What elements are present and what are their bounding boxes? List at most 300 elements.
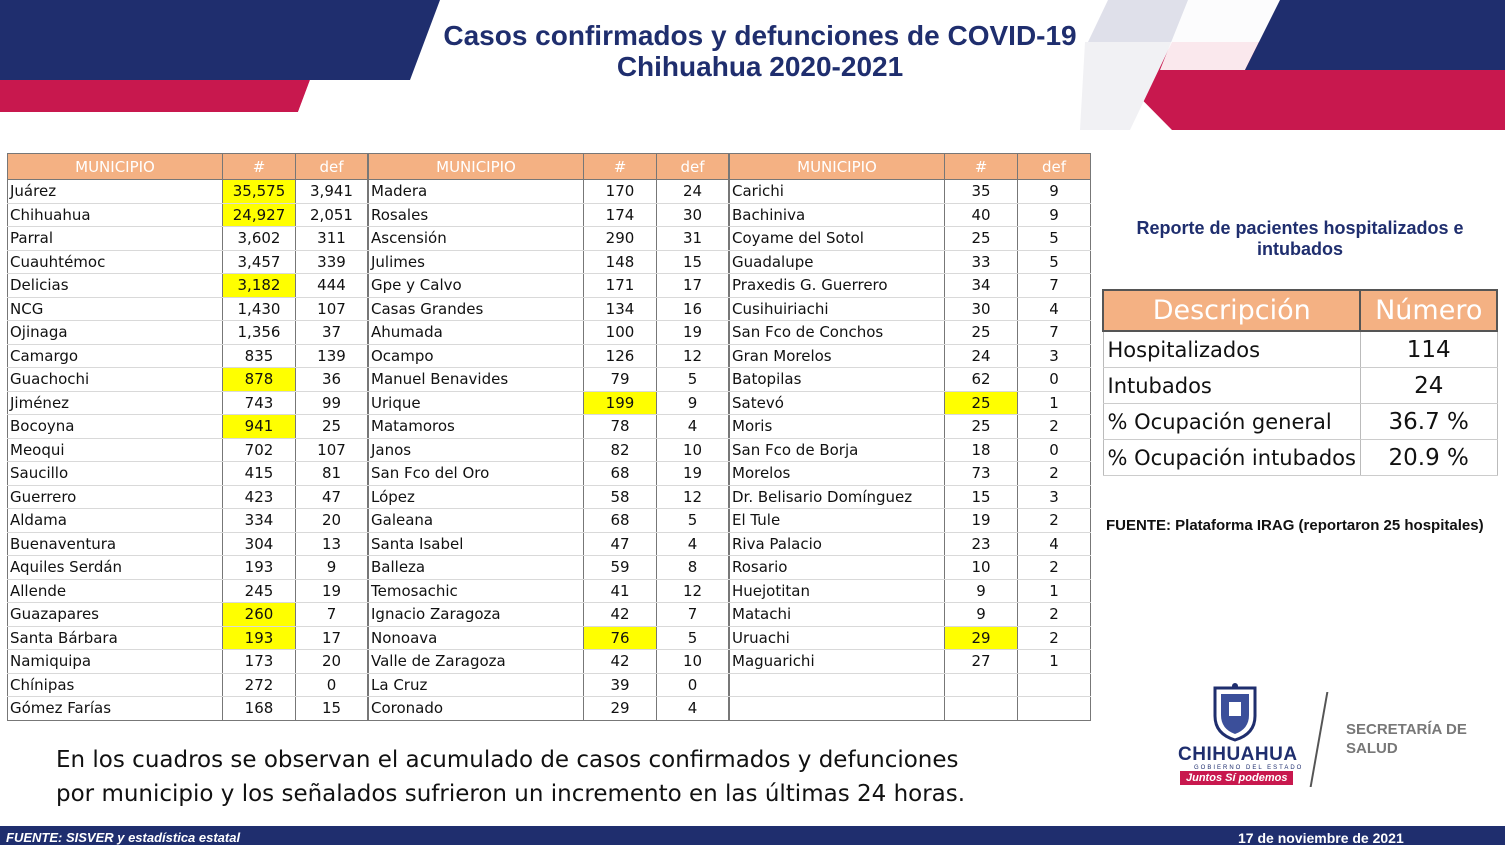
deaths-cell: 0 — [1018, 368, 1091, 392]
deaths-cell: 15 — [657, 250, 729, 274]
deaths-cell: 10 — [657, 438, 729, 462]
municipio-cell: Santa Isabel — [369, 532, 584, 556]
table-row — [369, 368, 729, 392]
municipio-cell: San Fco de Borja — [730, 438, 945, 462]
municipio-cell: López — [369, 485, 584, 509]
municipio-cell: La Cruz — [369, 673, 584, 697]
cases-cell: 245 — [223, 579, 296, 603]
municipio-cell: Ascensión — [369, 227, 584, 251]
report-value: 24 — [1360, 368, 1497, 404]
cases-cell: 173 — [223, 650, 296, 674]
cases-cell: 878 — [223, 368, 296, 392]
header-deaths: def — [657, 154, 729, 180]
table-row — [8, 462, 368, 486]
header-cases: # — [945, 154, 1018, 180]
municipio-cell: Uruachi — [730, 626, 945, 650]
table-row — [1103, 440, 1497, 476]
report-value: 36.7 % — [1360, 404, 1497, 440]
page-title-line2: Chihuahua 2020-2021 — [616, 51, 904, 82]
cases-cell: 193 — [223, 626, 296, 650]
municipio-cell: Matamoros — [369, 415, 584, 439]
table-row — [369, 250, 729, 274]
municipio-cell: Ocampo — [369, 344, 584, 368]
cases-cell: 290 — [584, 227, 657, 251]
municipio-table-1 — [7, 153, 368, 721]
deaths-cell: 0 — [657, 673, 729, 697]
table-row — [730, 180, 1091, 204]
cases-cell: 168 — [223, 697, 296, 721]
report-value: 20.9 % — [1360, 440, 1497, 476]
cases-cell: 423 — [223, 485, 296, 509]
table-row — [730, 509, 1091, 533]
municipio-cell: Chínipas — [8, 673, 223, 697]
municipio-cell: Guerrero — [8, 485, 223, 509]
cases-cell: 76 — [584, 626, 657, 650]
table-row — [730, 603, 1091, 627]
report-label: Intubados — [1103, 368, 1360, 404]
cases-cell: 42 — [584, 603, 657, 627]
deaths-cell: 12 — [657, 579, 729, 603]
report-label: % Ocupación general — [1103, 404, 1360, 440]
municipio-cell: Allende — [8, 579, 223, 603]
cases-cell: 47 — [584, 532, 657, 556]
municipio-cell: Guazapares — [8, 603, 223, 627]
municipio-cell: El Tule — [730, 509, 945, 533]
municipio-cell: Camargo — [8, 344, 223, 368]
footer-date: 17 de noviembre de 2021 — [1238, 830, 1404, 846]
cases-cell: 9 — [945, 603, 1018, 627]
cases-cell: 415 — [223, 462, 296, 486]
cases-cell: 19 — [945, 509, 1018, 533]
table-row — [730, 532, 1091, 556]
secretaria-line2: SALUD — [1346, 740, 1398, 757]
table-row — [8, 650, 368, 674]
cases-cell: 9 — [945, 579, 1018, 603]
table-row — [8, 556, 368, 580]
table-row — [8, 485, 368, 509]
table-row — [730, 321, 1091, 345]
header-deaths: def — [1018, 154, 1091, 180]
page-title-line1: Casos confirmados y defunciones de COVID-19 — [443, 20, 1077, 51]
municipio-cell: Carichi — [730, 180, 945, 204]
table-row — [8, 321, 368, 345]
deaths-cell: 2 — [1018, 626, 1091, 650]
state-seal-icon — [1210, 682, 1260, 742]
municipio-cell: Cusihuiriachi — [730, 297, 945, 321]
report-title-line2: intubados — [1257, 239, 1343, 259]
cases-cell: 35,575 — [223, 180, 296, 204]
deaths-cell: 4 — [657, 697, 729, 721]
table-row — [730, 368, 1091, 392]
cases-cell — [945, 673, 1018, 697]
municipio-cell: San Fco del Oro — [369, 462, 584, 486]
cases-cell: 193 — [223, 556, 296, 580]
table-row — [730, 344, 1091, 368]
deaths-cell: 99 — [296, 391, 368, 415]
deaths-cell: 24 — [657, 180, 729, 204]
table-row — [8, 603, 368, 627]
deaths-cell: 1 — [1018, 579, 1091, 603]
report-title — [1110, 218, 1490, 260]
cases-cell: 3,457 — [223, 250, 296, 274]
municipio-cell: Rosales — [369, 203, 584, 227]
deaths-cell: 3 — [1018, 485, 1091, 509]
deaths-cell: 47 — [296, 485, 368, 509]
deaths-cell: 17 — [657, 274, 729, 298]
deaths-cell: 444 — [296, 274, 368, 298]
deaths-cell: 9 — [296, 556, 368, 580]
municipio-cell: Galeana — [369, 509, 584, 533]
table-row — [8, 203, 368, 227]
table-row — [730, 556, 1091, 580]
deaths-cell: 37 — [296, 321, 368, 345]
deaths-cell: 339 — [296, 250, 368, 274]
footer-source: FUENTE: SISVER y estadística estatal — [6, 830, 241, 845]
deaths-cell: 8 — [657, 556, 729, 580]
cases-cell: 334 — [223, 509, 296, 533]
deaths-cell: 4 — [657, 415, 729, 439]
municipio-cell: Casas Grandes — [369, 297, 584, 321]
cases-cell: 835 — [223, 344, 296, 368]
government-logo — [1170, 680, 1490, 800]
municipio-cell: Riva Palacio — [730, 532, 945, 556]
municipio-cell: San Fco de Conchos — [730, 321, 945, 345]
municipio-cell: Jiménez — [8, 391, 223, 415]
cases-cell: 79 — [584, 368, 657, 392]
deaths-cell: 19 — [657, 462, 729, 486]
table-row — [730, 650, 1091, 674]
deaths-cell: 15 — [296, 697, 368, 721]
deaths-cell: 0 — [296, 673, 368, 697]
municipio-cell: Batopilas — [730, 368, 945, 392]
cases-cell: 1,356 — [223, 321, 296, 345]
table-row — [369, 509, 729, 533]
cases-cell: 304 — [223, 532, 296, 556]
table-row — [730, 391, 1091, 415]
table-row — [1103, 368, 1497, 404]
cases-cell: 35 — [945, 180, 1018, 204]
deaths-cell: 107 — [296, 438, 368, 462]
deaths-cell: 4 — [1018, 532, 1091, 556]
table-row — [730, 203, 1091, 227]
table-row — [730, 697, 1091, 721]
cases-cell: 174 — [584, 203, 657, 227]
table-row — [369, 626, 729, 650]
header-cases: # — [584, 154, 657, 180]
table-row — [8, 579, 368, 603]
table-row — [8, 344, 368, 368]
deaths-cell — [1018, 697, 1091, 721]
table-row — [730, 485, 1091, 509]
deaths-cell — [1018, 673, 1091, 697]
deaths-cell: 2 — [1018, 462, 1091, 486]
cases-cell: 743 — [223, 391, 296, 415]
report-label: % Ocupación intubados — [1103, 440, 1360, 476]
municipio-cell: NCG — [8, 297, 223, 321]
municipio-cell: Buenaventura — [8, 532, 223, 556]
table-row — [8, 697, 368, 721]
cases-cell: 33 — [945, 250, 1018, 274]
municipio-cell: Guachochi — [8, 368, 223, 392]
cases-cell: 29 — [945, 626, 1018, 650]
cases-cell: 171 — [584, 274, 657, 298]
deaths-cell: 5 — [657, 368, 729, 392]
table-row — [8, 626, 368, 650]
deaths-cell: 1 — [1018, 650, 1091, 674]
header-deaths: def — [296, 154, 368, 180]
deaths-cell: 7 — [1018, 321, 1091, 345]
municipio-cell: Rosario — [730, 556, 945, 580]
municipio-cell: Parral — [8, 227, 223, 251]
header-numero: Número — [1360, 290, 1497, 331]
note-line1: En los cuadros se observan el acumulado de casos confirmados y defunciones — [56, 747, 959, 773]
secretaria-line1: SECRETARÍA DE — [1346, 721, 1467, 738]
header-municipio: MUNICIPIO — [8, 154, 223, 180]
cases-cell: 148 — [584, 250, 657, 274]
deaths-cell: 139 — [296, 344, 368, 368]
municipio-table-3 — [729, 153, 1091, 721]
cases-cell: 10 — [945, 556, 1018, 580]
table-row — [369, 485, 729, 509]
deaths-cell: 17 — [296, 626, 368, 650]
municipio-cell: Nonoava — [369, 626, 584, 650]
table-row — [730, 274, 1091, 298]
table-row — [369, 650, 729, 674]
table-row — [730, 297, 1091, 321]
cases-cell: 941 — [223, 415, 296, 439]
municipio-cell: Moris — [730, 415, 945, 439]
report-source: FUENTE: Plataforma IRAG (reportaron 25 hospitales) — [1106, 517, 1484, 534]
deaths-cell: 5 — [1018, 250, 1091, 274]
cases-cell: 1,430 — [223, 297, 296, 321]
table-row — [1103, 331, 1497, 368]
deaths-cell: 4 — [657, 532, 729, 556]
table-row — [8, 532, 368, 556]
table-row — [8, 673, 368, 697]
deaths-cell: 1 — [1018, 391, 1091, 415]
header-municipio: MUNICIPIO — [369, 154, 584, 180]
deaths-cell: 2 — [1018, 603, 1091, 627]
deaths-cell: 10 — [657, 650, 729, 674]
table-row — [1103, 404, 1497, 440]
municipio-cell: Ignacio Zaragoza — [369, 603, 584, 627]
municipio-cell: Huejotitan — [730, 579, 945, 603]
cases-cell: 58 — [584, 485, 657, 509]
municipio-cell: Bocoyna — [8, 415, 223, 439]
gobierno-wordmark: GOBIERNO DEL ESTADO — [1194, 765, 1304, 771]
cases-cell: 40 — [945, 203, 1018, 227]
cases-cell: 62 — [945, 368, 1018, 392]
municipio-cell: Valle de Zaragoza — [369, 650, 584, 674]
cases-cell: 25 — [945, 321, 1018, 345]
municipio-cell: Saucillo — [8, 462, 223, 486]
deaths-cell: 12 — [657, 344, 729, 368]
top-right-banner — [1080, 0, 1505, 130]
table-row — [8, 368, 368, 392]
municipio-cell: Maguarichi — [730, 650, 945, 674]
municipio-cell: Ojinaga — [8, 321, 223, 345]
table-row — [369, 391, 729, 415]
cases-cell: 272 — [223, 673, 296, 697]
deaths-cell: 9 — [657, 391, 729, 415]
municipio-cell: Praxedis G. Guerrero — [730, 274, 945, 298]
municipio-cell: Chihuahua — [8, 203, 223, 227]
cases-cell: 78 — [584, 415, 657, 439]
table-row — [730, 250, 1091, 274]
municipio-cell: Juárez — [8, 180, 223, 204]
header-descripcion: Descripción — [1103, 290, 1360, 331]
deaths-cell: 16 — [657, 297, 729, 321]
cases-cell: 25 — [945, 391, 1018, 415]
table-row — [369, 579, 729, 603]
table-row — [8, 227, 368, 251]
deaths-cell: 2 — [1018, 556, 1091, 580]
deaths-cell: 107 — [296, 297, 368, 321]
cases-cell: 23 — [945, 532, 1018, 556]
deaths-cell: 36 — [296, 368, 368, 392]
cases-cell: 42 — [584, 650, 657, 674]
page-title — [380, 20, 1140, 82]
table-row — [369, 603, 729, 627]
table-row — [8, 415, 368, 439]
cases-cell: 68 — [584, 509, 657, 533]
table-row — [369, 532, 729, 556]
municipio-cell: Gpe y Calvo — [369, 274, 584, 298]
table-row — [369, 344, 729, 368]
cases-cell: 15 — [945, 485, 1018, 509]
municipio-cell: Satevó — [730, 391, 945, 415]
municipio-cell: Manuel Benavides — [369, 368, 584, 392]
municipio-cell: Coronado — [369, 697, 584, 721]
top-left-banner — [0, 0, 440, 115]
deaths-cell: 7 — [296, 603, 368, 627]
secretaria-salud — [1346, 720, 1467, 758]
table-row — [8, 438, 368, 462]
municipio-cell: Madera — [369, 180, 584, 204]
table-row — [369, 297, 729, 321]
logo-divider — [1310, 692, 1329, 787]
deaths-cell: 20 — [296, 509, 368, 533]
cases-cell: 100 — [584, 321, 657, 345]
slogan-badge: Juntos Sí podemos — [1180, 771, 1293, 785]
municipio-cell: Temosachic — [369, 579, 584, 603]
table-row — [369, 415, 729, 439]
cases-cell: 27 — [945, 650, 1018, 674]
cases-cell: 24 — [945, 344, 1018, 368]
deaths-cell: 2,051 — [296, 203, 368, 227]
report-value: 114 — [1360, 331, 1497, 368]
table-row — [8, 391, 368, 415]
deaths-cell: 2 — [1018, 509, 1091, 533]
municipio-cell: Gómez Farías — [8, 697, 223, 721]
table-row — [369, 438, 729, 462]
deaths-cell: 4 — [1018, 297, 1091, 321]
municipio-cell: Dr. Belisario Domínguez — [730, 485, 945, 509]
cases-cell: 199 — [584, 391, 657, 415]
cases-cell: 34 — [945, 274, 1018, 298]
municipio-cell: Cuauhtémoc — [8, 250, 223, 274]
cases-cell: 25 — [945, 415, 1018, 439]
deaths-cell: 19 — [296, 579, 368, 603]
report-label: Hospitalizados — [1103, 331, 1360, 368]
table-row — [730, 673, 1091, 697]
cases-cell: 29 — [584, 697, 657, 721]
municipio-cell: Meoqui — [8, 438, 223, 462]
municipio-cell: Delicias — [8, 274, 223, 298]
cases-cell: 59 — [584, 556, 657, 580]
municipio-cell: Santa Bárbara — [8, 626, 223, 650]
table-row — [8, 297, 368, 321]
cases-cell: 24,927 — [223, 203, 296, 227]
table-row — [730, 415, 1091, 439]
header-cases: # — [223, 154, 296, 180]
cases-cell: 3,182 — [223, 274, 296, 298]
hospital-report-table — [1102, 289, 1498, 476]
municipio-cell: Aldama — [8, 509, 223, 533]
cases-cell: 68 — [584, 462, 657, 486]
chihuahua-wordmark: CHIHUAHUA — [1178, 744, 1298, 765]
municipio-cell: Janos — [369, 438, 584, 462]
header-municipio: MUNICIPIO — [730, 154, 945, 180]
cases-cell — [945, 697, 1018, 721]
deaths-cell: 81 — [296, 462, 368, 486]
deaths-cell: 25 — [296, 415, 368, 439]
deaths-cell: 2 — [1018, 415, 1091, 439]
deaths-cell: 19 — [657, 321, 729, 345]
municipio-cell: Morelos — [730, 462, 945, 486]
table-row — [8, 509, 368, 533]
municipio-cell: Guadalupe — [730, 250, 945, 274]
cases-cell: 82 — [584, 438, 657, 462]
report-title-line1: Reporte de pacientes hospitalizados e — [1136, 218, 1464, 238]
explanatory-note — [56, 743, 965, 811]
table-row — [369, 180, 729, 204]
table-row — [8, 274, 368, 298]
municipio-cell: Balleza — [369, 556, 584, 580]
deaths-cell: 3,941 — [296, 180, 368, 204]
table-row — [369, 556, 729, 580]
cases-cell: 3,602 — [223, 227, 296, 251]
municipio-cell — [730, 673, 945, 697]
municipio-cell: Namiquipa — [8, 650, 223, 674]
cases-cell: 702 — [223, 438, 296, 462]
deaths-cell: 13 — [296, 532, 368, 556]
deaths-cell: 30 — [657, 203, 729, 227]
table-row — [369, 203, 729, 227]
deaths-cell: 7 — [1018, 274, 1091, 298]
table-row — [730, 626, 1091, 650]
deaths-cell: 12 — [657, 485, 729, 509]
table-row — [369, 673, 729, 697]
deaths-cell: 311 — [296, 227, 368, 251]
deaths-cell: 3 — [1018, 344, 1091, 368]
municipio-cell: Julimes — [369, 250, 584, 274]
municipio-cell: Gran Morelos — [730, 344, 945, 368]
municipio-cell: Aquiles Serdán — [8, 556, 223, 580]
table-row — [8, 250, 368, 274]
municipio-cell: Coyame del Sotol — [730, 227, 945, 251]
table-row — [369, 697, 729, 721]
municipio-cell: Bachiniva — [730, 203, 945, 227]
municipio-cell — [730, 697, 945, 721]
municipio-cell: Matachi — [730, 603, 945, 627]
deaths-cell: 20 — [296, 650, 368, 674]
table-row — [730, 438, 1091, 462]
cases-cell: 170 — [584, 180, 657, 204]
table-row — [730, 227, 1091, 251]
table-row — [8, 180, 368, 204]
deaths-cell: 31 — [657, 227, 729, 251]
